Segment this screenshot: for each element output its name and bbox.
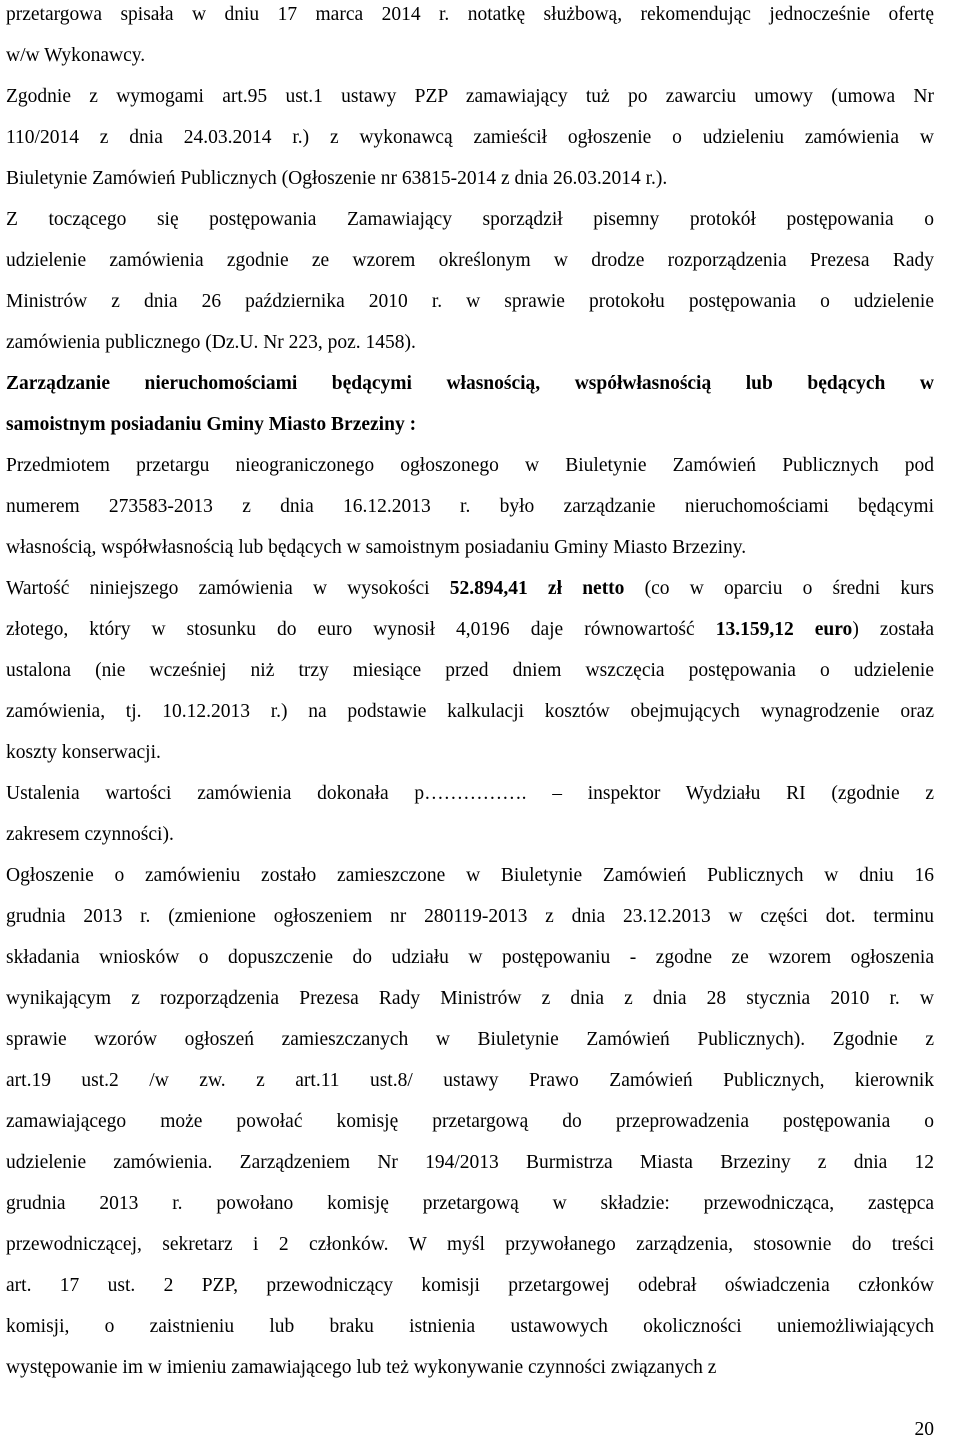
paragraph (6, 199, 934, 363)
text-run: Biuletynie Zamówień Publicznych (Ogłoszenie nr 63815-2014 z dnia 26.03.2014 r.). (6, 168, 668, 189)
text-line (6, 117, 934, 158)
text-run: udzielenie zamówienia zgodnie ze wzorem określonym w drodze rozporządzenia Prezesa Rady (6, 250, 934, 271)
text-line (6, 1183, 934, 1224)
bold-text: 52.894,41 zł netto (449, 578, 625, 599)
text-run: w/w Wykonawcy. (6, 45, 146, 66)
text-run: komisji, o zaistnieniu lub braku istnienia ustawowych okoliczności uniemożliwiających (6, 1316, 934, 1337)
text-line (6, 650, 934, 691)
paragraph (6, 363, 934, 445)
paragraph (6, 0, 934, 76)
text-run: Z toczącego się postępowania Zamawiający sporządził pisemny protokół postępowania o (6, 209, 934, 230)
text-line (6, 240, 934, 281)
text-line (6, 896, 934, 937)
text-run: Ustalenia wartości zamówienia dokonała p……………. – inspektor Wydziału RI (zgodnie z (6, 783, 934, 804)
text-run: (co w oparciu o średni kurs (624, 578, 934, 599)
text-run: ) została (852, 619, 934, 640)
document-body (6, 0, 934, 1388)
bold-text: Zarządzanie nieruchomościami będącymi własnością, współwłasnością lub będących w (6, 373, 934, 394)
paragraph (6, 76, 934, 199)
text-line (6, 281, 934, 322)
paragraph (6, 855, 934, 1388)
text-run: przetargowa spisała w dniu 17 marca 2014 r. notatkę służbową, rekomendując jednocześnie ofertę (6, 4, 934, 25)
text-line (6, 1101, 934, 1142)
text-run: złotego, który w stosunku do euro wynosił 4,0196 daje równowartość (6, 619, 716, 640)
text-line (6, 404, 934, 445)
text-line (6, 773, 934, 814)
text-run: zamawiającego może powołać komisję przetargową do przeprowadzenia postępowania o (6, 1111, 934, 1132)
text-line (6, 35, 934, 76)
text-line (6, 158, 934, 199)
text-line (6, 1224, 934, 1265)
page-number: 20 (914, 1419, 934, 1440)
text-line (6, 732, 934, 773)
text-run: Ministrów z dnia 26 października 2010 r. w sprawie protokołu postępowania o udzielenie (6, 291, 934, 312)
text-run: Zgodnie z wymogami art.95 ust.1 ustawy PZP zamawiający tuż po zawarciu umowy (umowa Nr (6, 86, 934, 107)
paragraph (6, 568, 934, 773)
text-run: składania wniosków o dopuszczenie do udziału w postępowaniu - zgodne ze wzorem ogłoszenia (6, 947, 934, 968)
text-line (6, 609, 934, 650)
text-line (6, 527, 934, 568)
text-line (6, 486, 934, 527)
text-line (6, 1306, 934, 1347)
text-run: występowanie im w imieniu zamawiającego lub też wykonywanie czynności związanych z (6, 1357, 717, 1378)
text-line (6, 0, 934, 35)
text-run: art.19 ust.2 /w zw. z art.11 ust.8/ ustawy Prawo Zamówień Publicznych, kierownik (6, 1070, 934, 1091)
text-line (6, 855, 934, 896)
text-line (6, 1060, 934, 1101)
text-line (6, 1142, 934, 1183)
text-run: zakresem czynności). (6, 824, 174, 845)
text-run: numerem 273583-2013 z dnia 16.12.2013 r. było zarządzanie nieruchomościami będącymi (6, 496, 934, 517)
text-line (6, 1265, 934, 1306)
text-run: ustalona (nie wcześniej niż trzy miesiące przed dniem wszczęcia postępowania o udzielenie (6, 660, 934, 681)
text-run: własnością, współwłasnością lub będących w samoistnym posiadaniu Gminy Miasto Brzeziny. (6, 537, 747, 558)
paragraph (6, 773, 934, 855)
text-line (6, 568, 934, 609)
paragraph (6, 445, 934, 568)
text-run: grudnia 2013 r. powołano komisję przetargową w składzie: przewodnicząca, zastępca (6, 1193, 934, 1214)
text-line (6, 691, 934, 732)
text-line (6, 1347, 934, 1388)
bold-text: 13.159,12 euro (715, 619, 853, 640)
text-run: Wartość niniejszego zamówienia w wysokości (6, 578, 450, 599)
text-line (6, 76, 934, 117)
text-run: sprawie wzorów ogłoszeń zamieszczanych w Biuletynie Zamówień Publicznych). Zgodnie z (6, 1029, 934, 1050)
bold-text: samoistnym posiadaniu Gminy Miasto Brzeziny : (6, 414, 417, 435)
text-line (6, 814, 934, 855)
text-run: art. 17 ust. 2 PZP, przewodniczący komisji przetargowej odebrał oświadczenia członków (6, 1275, 934, 1296)
text-line (6, 445, 934, 486)
text-line (6, 199, 934, 240)
text-run: wynikającym z rozporządzenia Prezesa Rady Ministrów z dnia z dnia 28 stycznia 2010 r. w (6, 988, 934, 1009)
text-line (6, 363, 934, 404)
text-line (6, 937, 934, 978)
text-run: grudnia 2013 r. (zmienione ogłoszeniem nr 280119-2013 z dnia 23.12.2013 w części dot. terminu (6, 906, 934, 927)
text-line (6, 1019, 934, 1060)
text-run: 110/2014 z dnia 24.03.2014 r.) z wykonawcą zamieścił ogłoszenie o udzieleniu zamówienia w (6, 127, 934, 148)
text-run: udzielenie zamówienia. Zarządzeniem Nr 194/2013 Burmistrza Miasta Brzeziny z dnia 12 (6, 1152, 934, 1173)
text-run: Przedmiotem przetargu nieograniczonego ogłoszonego w Biuletynie Zamówień Publicznych pod (6, 455, 934, 476)
text-run: zamówienia, tj. 10.12.2013 r.) na podstawie kalkulacji kosztów obejmujących wynagrodzenie oraz (6, 701, 934, 722)
text-run: Ogłoszenie o zamówieniu zostało zamieszczone w Biuletynie Zamówień Publicznych w dniu 16 (6, 865, 934, 886)
text-run: zamówienia publicznego (Dz.U. Nr 223, poz. 1458). (6, 332, 416, 353)
text-run: przewodniczącej, sekretarz i 2 członków. W myśl przywołanego zarządzenia, stosownie do treści (6, 1234, 934, 1255)
text-line (6, 322, 934, 363)
text-line (6, 978, 934, 1019)
text-run: koszty konserwacji. (6, 742, 161, 763)
